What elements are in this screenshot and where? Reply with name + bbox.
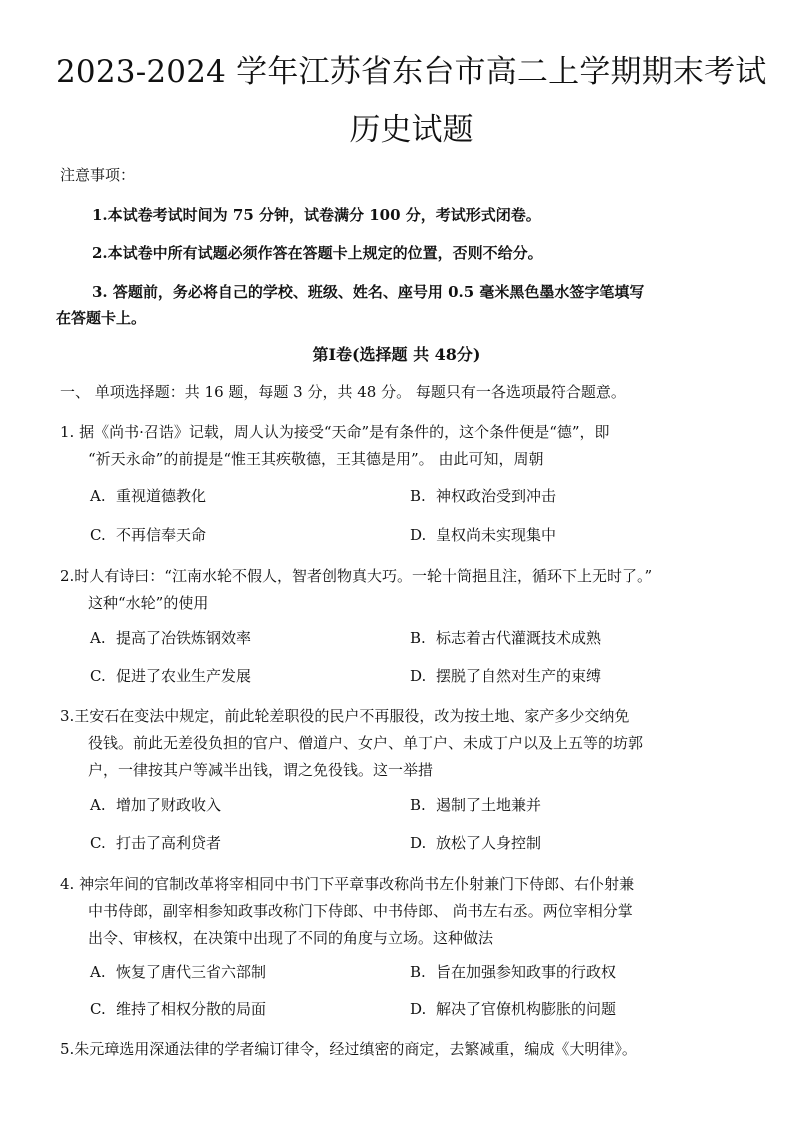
option-letter: A. (90, 963, 106, 981)
option-text: 不再信奉天命 (116, 526, 207, 544)
option-letter: C. (90, 526, 106, 544)
question-line: 1. 据《尚书·召诰》记载，周人认为接受“天命”是有条件的，这个条件便是“德”，即 (60, 423, 610, 441)
option-text: 促进了农业生产发展 (116, 667, 252, 685)
option-text: 增加了财政收入 (116, 796, 222, 814)
question-1 (60, 419, 610, 473)
option-letter: A. (90, 796, 106, 814)
question-line: 3.王安石在变法中规定，前此轮差职役的民户不再服役，改为按土地、家产多少交纳免 (60, 707, 630, 725)
option-2a (90, 627, 251, 649)
option-letter: A. (90, 629, 106, 647)
question-line: 役钱。前此无差役负担的官户、僧道户、女户、单丁户、未成丁户以及上五等的坊郭 (88, 734, 644, 752)
option-1b (410, 485, 556, 507)
option-text: 遏制了土地兼并 (436, 796, 542, 814)
option-letter: A. (90, 487, 106, 505)
option-1c (90, 524, 206, 546)
option-letter: B. (410, 963, 426, 981)
question-line: “祈天永命”的前提是“惟王其疾敬德，王其德是用”。 由此可知，周朝 (88, 450, 544, 468)
option-4c (90, 998, 266, 1020)
option-4d (410, 998, 616, 1020)
option-text: 标志着古代灌溉技术成熟 (436, 629, 602, 647)
question-line: 这种“水轮”的使用 (88, 594, 209, 612)
question-3 (60, 703, 643, 784)
notice-item-3: 3. 答题前，务必将自己的学校、班级、姓名、座号用 0.5 毫米黑色墨水签字笔填写 (92, 283, 645, 301)
option-letter: B. (410, 487, 426, 505)
option-text: 重视道德教化 (116, 487, 207, 505)
notice-label: 注意事项： (60, 166, 136, 184)
option-letter: D. (410, 667, 427, 685)
question-4 (60, 871, 634, 952)
notice-item-2: 2.本试卷中所有试题必须作答在答题卡上规定的位置，否则不给分。 (92, 244, 543, 262)
question-line: 4. 神宗年间的官制改革将宰相同中书门下平章事改称尚书左仆射兼门下侍郎、右仆射兼 (60, 875, 635, 893)
option-letter: D. (410, 526, 427, 544)
option-text: 恢复了唐代三省六部制 (116, 963, 267, 981)
option-letter: B. (410, 796, 426, 814)
option-letter: D. (410, 1000, 427, 1018)
question-line: 5.朱元璋选用深通法律的学者编订律令，经过缜密的商定，去繁减重，编成《大明律》。 (60, 1040, 637, 1058)
option-letter: C. (90, 1000, 106, 1018)
section-title: 第Ⅰ卷(选择题 共 48分) (312, 345, 481, 364)
notice-item-1: 1.本试卷考试时间为 75 分钟，试卷满分 100 分，考试形式闭卷。 (92, 206, 541, 224)
option-letter: D. (410, 834, 427, 852)
option-letter: C. (90, 834, 106, 852)
option-3a (90, 794, 221, 816)
question-line: 中书侍郎，副宰相参知政事改称门下侍郎、中书侍郎、 尚书左右丞。两位宰相分掌 (88, 902, 633, 920)
notice-item-3-continued: 在答题卡上。 (56, 309, 147, 327)
option-letter: C. (90, 667, 106, 685)
part-intro: 一、 单项选择题：共 16 题，每题 3 分，共 48 分。 每题只有一各选项最符合题意。 (60, 383, 626, 401)
option-text: 皇权尚未实现集中 (436, 526, 557, 544)
option-1a (90, 485, 206, 507)
option-text: 旨在加强参知政事的行政权 (436, 963, 617, 981)
question-line: 户，一律按其户等减半出钱，谓之免役钱。这一举措 (88, 761, 434, 779)
option-3c (90, 832, 221, 854)
question-5 (60, 1036, 637, 1063)
option-text: 打击了高利贷者 (116, 834, 222, 852)
question-line: 出令、审核权，在决策中出现了不同的角度与立场。这种做法 (88, 929, 494, 947)
option-4a (90, 961, 266, 983)
option-text: 放松了人身控制 (436, 834, 542, 852)
option-text: 解决了官僚机构膨胀的问题 (436, 1000, 617, 1018)
option-text: 提高了冶铁炼钢效率 (116, 629, 252, 647)
option-2c (90, 665, 251, 687)
option-2b (410, 627, 601, 649)
option-text: 摆脱了自然对生产的束缚 (436, 667, 602, 685)
question-2 (60, 563, 652, 617)
option-2d (410, 665, 601, 687)
option-3b (410, 794, 541, 816)
option-3d (410, 832, 541, 854)
option-letter: B. (410, 629, 426, 647)
exam-title: 2023-2024 学年江苏省东台市高二上学期期末考试 (56, 54, 767, 90)
exam-subtitle: 历史试题 (349, 112, 474, 148)
option-1d (410, 524, 556, 546)
option-text: 维持了相权分散的局面 (116, 1000, 267, 1018)
option-text: 神权政治受到冲击 (436, 487, 557, 505)
question-line: 2.时人有诗曰：“江南水轮不假人，智者创物真大巧。一轮十筒挹且注，循环下上无时了。” (60, 567, 653, 585)
option-4b (410, 961, 616, 983)
